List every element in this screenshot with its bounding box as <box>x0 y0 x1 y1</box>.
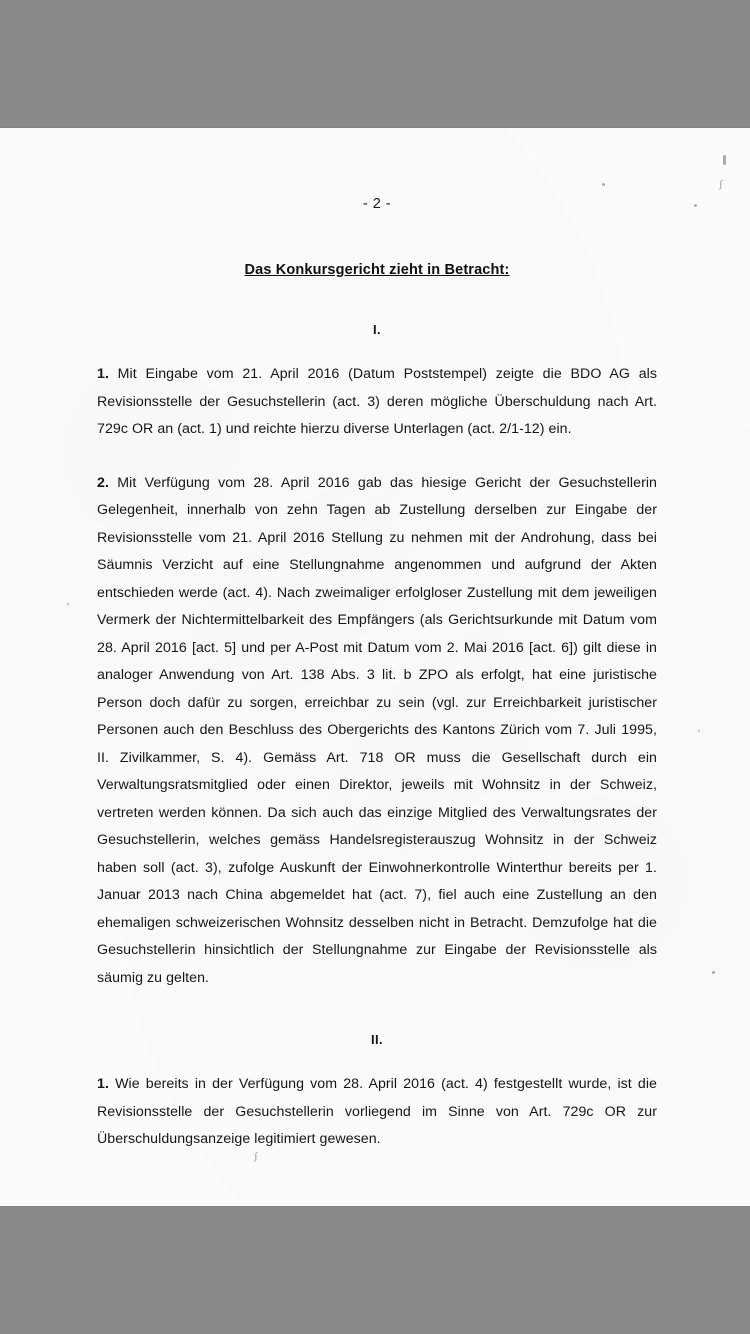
page-title: Das Konkursgericht zieht in Betracht: <box>244 262 510 278</box>
scan-mark: ʼ <box>697 728 701 740</box>
document-page[interactable] <box>0 128 750 1206</box>
paragraph-text: Wie bereits in der Verfügung vom 28. April 2016 (act. 4) festgestellt wurde, ist die Revisionsstelle der Gesuchstellerin vorliegend im Sinne von Art. 729c OR zur Überschuldungsanzeige legitimiert gewesen. <box>97 1076 657 1147</box>
paragraph <box>97 361 657 444</box>
scan-mark: ʃ <box>719 178 723 190</box>
paragraph-number: 1. <box>97 1076 109 1092</box>
paragraph-number: 2. <box>97 474 109 491</box>
scan-mark: ʼ <box>66 601 70 613</box>
paragraph <box>97 470 657 993</box>
viewer-bottom-background <box>0 1206 750 1334</box>
paragraph-number: 1. <box>97 366 109 382</box>
section-numeral-1: I. <box>372 322 382 337</box>
viewer-top-background <box>0 0 750 128</box>
paragraph-text: Mit Eingabe vom 21. April 2016 (Datum Poststempel) zeigte die BDO AG als Revisionsstelle der Gesuchstellerin (act. 3) deren mögliche Überschuldung nach Art. 729c OR an (act. 1) und reichte hierzu diverse Unterlagen (act. 2/1-12) ein. <box>97 366 657 437</box>
scan-speck <box>712 971 715 974</box>
scan-speck <box>723 155 726 165</box>
paragraph <box>97 1071 657 1154</box>
paragraph-text: Mit Verfügung vom 28. April 2016 gab das hiesige Gericht der Gesuchstellerin Gelegenheit, innerhalb von zehn Tagen ab Zustellung derselben zur Eingabe der Revisionsstelle vom 21. April 2016 Stellung zu nehmen mit der Androhung, dass bei Säumnis Verzicht auf eine Stellungnahme angenommen und aufgrund der Akten entschieden werde (act. 4). Nach zweimaliger erfolgloser Zustellung mit dem jeweiligen Vermerk der Nichtermittelbarkeit des Empfängers (als Gerichtsurkunde mit Datum vom 28. April 2016 [act. 5] und per A-Post mit Datum vom 2. Mai 2016 [act. 6]) gilt diese in analoger Anwendung von Art. 138 Abs. 3 lit. b ZPO als erfolgt, hat eine juristische Person doch dafür zu sorgen, erreichbar zu sein (vgl. zur Erreichbarkeit juristischer Personen auch den Beschluss des Obergerichts des Kantons Zürich vom 7. Juli 1995, II. Zivilkammer, S. 4). Gemäss Art. 718 OR muss die Gesellschaft durch ein Verwaltungsratsmitglied oder einen Direktor, jeweils mit Wohnsitz in der Schweiz, vertreten werden können. Da sich auch das einzige Mitglied des Verwaltungsrates der Gesuchstellerin, welches gemäss Handelsregisterauszug Wohnsitz in der Schweiz haben soll (act. 3), zufolge Auskunft der Einwohnerkontrolle Winterthur bereits per 1. Januar 2013 nach China abgemeldet hat (act. 7), fiel auch eine Zustellung an den ehemaligen schweizerischen Wohnsitz desselben nicht in Betracht. Demzufolge hat die Gesuchstellerin hinsichtlich der Stellungnahme zur Eingabe der Revisionsstelle als säumig zu gelten. <box>97 474 657 986</box>
section-numeral-2: II. <box>370 1032 384 1047</box>
page-number: - 2 - <box>362 196 392 212</box>
page-content <box>97 128 657 1206</box>
scan-mark: ʃ <box>254 1150 258 1162</box>
scan-speck <box>694 204 697 207</box>
